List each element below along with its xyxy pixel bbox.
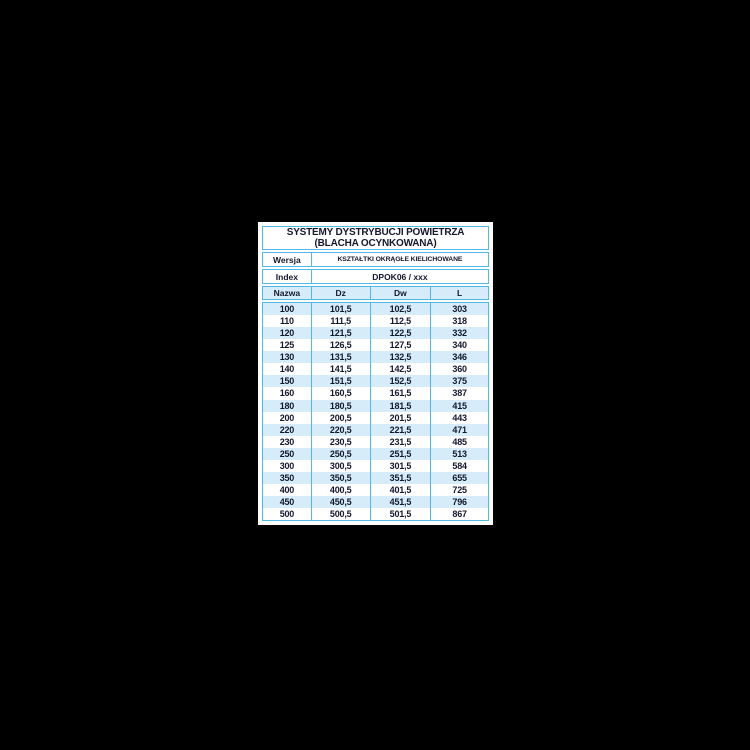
table-cell: 132,5 (371, 351, 432, 363)
table-row (263, 448, 488, 460)
table-cell: 100 (263, 303, 312, 315)
table-row (263, 303, 488, 315)
table-cell: 725 (452, 484, 467, 495)
column-header-row (262, 286, 489, 300)
table-cell: 112,5 (371, 315, 432, 327)
column-header-dw: Dw (371, 287, 432, 299)
wersja-label: Wersja (263, 253, 312, 266)
table-cell: 130 (263, 351, 312, 363)
table-cell: 151,5 (312, 375, 371, 387)
table-row (263, 412, 488, 424)
table-row (263, 472, 488, 484)
table-cell: 250,5 (312, 448, 371, 460)
table-cell: 485 (452, 436, 467, 447)
table-cell: 318 (452, 316, 467, 327)
table-row (263, 496, 488, 508)
table-cell: 500 (263, 508, 312, 520)
table-cell: 122,5 (371, 327, 432, 339)
table-cell: 350 (263, 472, 312, 484)
table-row (263, 339, 488, 351)
table-cell: 471 (452, 424, 467, 435)
table-cell: 251,5 (371, 448, 432, 460)
table-cell: 300 (263, 460, 312, 472)
title-line-2: (BLACHA OCYNKOWANA) (314, 238, 437, 249)
index-row (262, 269, 489, 284)
data-rows-container (262, 302, 489, 521)
table-row (263, 375, 488, 387)
index-value: DPOK06 / xxx (372, 271, 428, 282)
table-cell: 131,5 (312, 351, 371, 363)
table-cell: 360 (452, 364, 467, 375)
table-cell: 513 (452, 448, 467, 459)
table-cell: 400,5 (312, 484, 371, 496)
table-cell: 101,5 (312, 303, 371, 315)
table-cell: 160 (263, 387, 312, 399)
table-cell: 142,5 (371, 363, 432, 375)
table-cell: 110 (263, 315, 312, 327)
table-cell: 443 (452, 412, 467, 423)
table-cell: 230,5 (312, 436, 371, 448)
table-cell: 400 (263, 484, 312, 496)
table-cell: 127,5 (371, 339, 432, 351)
title-line-1: SYSTEMY DYSTRYBUCJI POWIETRZA (286, 226, 465, 238)
table-cell: 180 (263, 400, 312, 412)
table-row (263, 387, 488, 399)
table-row (263, 351, 488, 363)
table-cell: 375 (452, 376, 467, 387)
table-row (263, 424, 488, 436)
table-row (263, 508, 488, 520)
index-label: Index (263, 270, 312, 283)
column-header-l: L (457, 288, 463, 298)
table-cell: 200 (263, 412, 312, 424)
table-cell: 160,5 (312, 387, 371, 399)
table-cell: 221,5 (371, 424, 432, 436)
table-cell: 220 (263, 424, 312, 436)
table-cell: 415 (452, 400, 467, 411)
table-cell: 350,5 (312, 472, 371, 484)
table-cell: 140 (263, 363, 312, 375)
table-cell: 500,5 (312, 508, 371, 520)
table-cell: 161,5 (371, 387, 432, 399)
table-cell: 867 (452, 509, 467, 520)
wersja-row (262, 252, 489, 267)
table-cell: 450,5 (312, 496, 371, 508)
table-cell: 303 (452, 304, 467, 315)
table-cell: 796 (452, 497, 467, 508)
table-row (263, 315, 488, 327)
table-cell: 111,5 (312, 315, 371, 327)
table-row (263, 363, 488, 375)
table-cell: 351,5 (371, 472, 432, 484)
table-cell: 125 (263, 339, 312, 351)
table-cell: 150 (263, 375, 312, 387)
table-cell: 340 (452, 340, 467, 351)
table-cell: 451,5 (371, 496, 432, 508)
table-cell: 201,5 (371, 412, 432, 424)
table-cell: 332 (452, 328, 467, 339)
table-cell: 301,5 (371, 460, 432, 472)
table-title (262, 226, 489, 250)
table-cell: 387 (452, 388, 467, 399)
column-header-nazwa: Nazwa (263, 287, 312, 299)
table-cell: 152,5 (371, 375, 432, 387)
table-row (263, 460, 488, 472)
table-cell: 250 (263, 448, 312, 460)
table-row (263, 484, 488, 496)
table-cell: 346 (452, 352, 467, 363)
table-cell: 230 (263, 436, 312, 448)
column-header-dz: Dz (312, 287, 371, 299)
table-cell: 126,5 (312, 339, 371, 351)
table-cell: 180,5 (312, 400, 371, 412)
spec-table-panel (258, 222, 493, 525)
table-cell: 121,5 (312, 327, 371, 339)
table-cell: 120 (263, 327, 312, 339)
table-cell: 300,5 (312, 460, 371, 472)
table-row (263, 400, 488, 412)
table-cell: 584 (452, 460, 467, 471)
table-cell: 401,5 (371, 484, 432, 496)
table-cell: 141,5 (312, 363, 371, 375)
table-cell: 655 (452, 472, 467, 483)
table-row (263, 436, 488, 448)
table-row (263, 327, 488, 339)
table-cell: 102,5 (371, 303, 432, 315)
wersja-value: KSZTAŁTKI OKRĄGŁE KIELICHOWANE (337, 256, 463, 263)
table-cell: 220,5 (312, 424, 371, 436)
table-cell: 231,5 (371, 436, 432, 448)
table-cell: 450 (263, 496, 312, 508)
table-cell: 501,5 (371, 508, 432, 520)
table-cell: 200,5 (312, 412, 371, 424)
table-cell: 181,5 (371, 400, 432, 412)
